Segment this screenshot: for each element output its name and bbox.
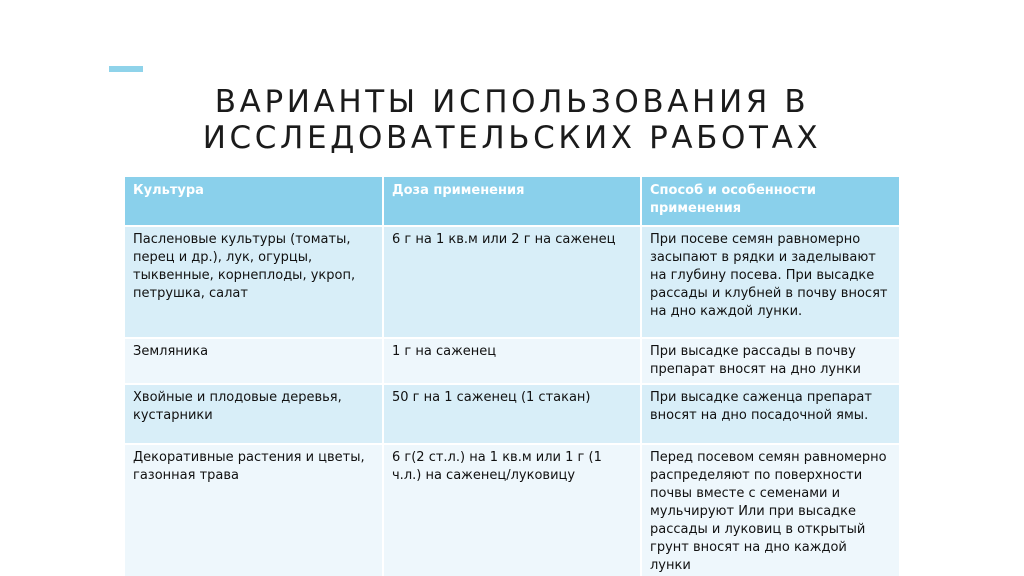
table-row (125, 384, 899, 444)
data-table (125, 177, 899, 576)
slide-title-line-1: ВАРИАНТЫ ИСПОЛЬЗОВАНИЯ В (214, 84, 810, 120)
header-culture: Культура (125, 177, 383, 226)
cell-dose: 1 г на саженец (383, 338, 641, 384)
cell-method: При посеве семян равномерно засыпают в рядки и заделывают на глубину посева. При высадке рассады и клубней в почву вносят на дно каждой лунки. (641, 226, 899, 338)
table-header-row (125, 177, 899, 226)
accent-bar (109, 66, 143, 72)
data-table-wrapper (125, 177, 899, 576)
cell-method: При высадке саженца препарат вносят на дно посадочной ямы. (641, 384, 899, 444)
cell-culture: Хвойные и плодовые деревья, кустарники (125, 384, 383, 444)
header-method: Способ и особенности применения (641, 177, 899, 226)
header-dose: Доза применения (383, 177, 641, 226)
cell-dose: 6 г на 1 кв.м или 2 г на саженец (383, 226, 641, 338)
table-row (125, 444, 899, 576)
cell-culture: Земляника (125, 338, 383, 384)
cell-dose: 50 г на 1 саженец (1 стакан) (383, 384, 641, 444)
cell-culture: Декоративные растения и цветы, газонная трава (125, 444, 383, 576)
table-row (125, 226, 899, 338)
cell-method: Перед посевом семян равномерно распределяют по поверхности почвы вместе с семенами и мульчируют Или при высадке рассады и луковиц в открытый грунт вносят на дно каждой лунки (641, 444, 899, 576)
slide-title-line-2: ИССЛЕДОВАТЕЛЬСКИХ РАБОТАХ (202, 120, 822, 156)
cell-culture: Пасленовые культуры (томаты, перец и др.), лук, огурцы, тыквенные, корнеплоды, укроп, петрушка, салат (125, 226, 383, 338)
slide-title (0, 84, 1024, 156)
cell-dose: 6 г(2 ст.л.) на 1 кв.м или 1 г (1 ч.л.) на саженец/луковицу (383, 444, 641, 576)
cell-method: При высадке рассады в почву препарат вносят на дно лунки (641, 338, 899, 384)
table-row (125, 338, 899, 384)
